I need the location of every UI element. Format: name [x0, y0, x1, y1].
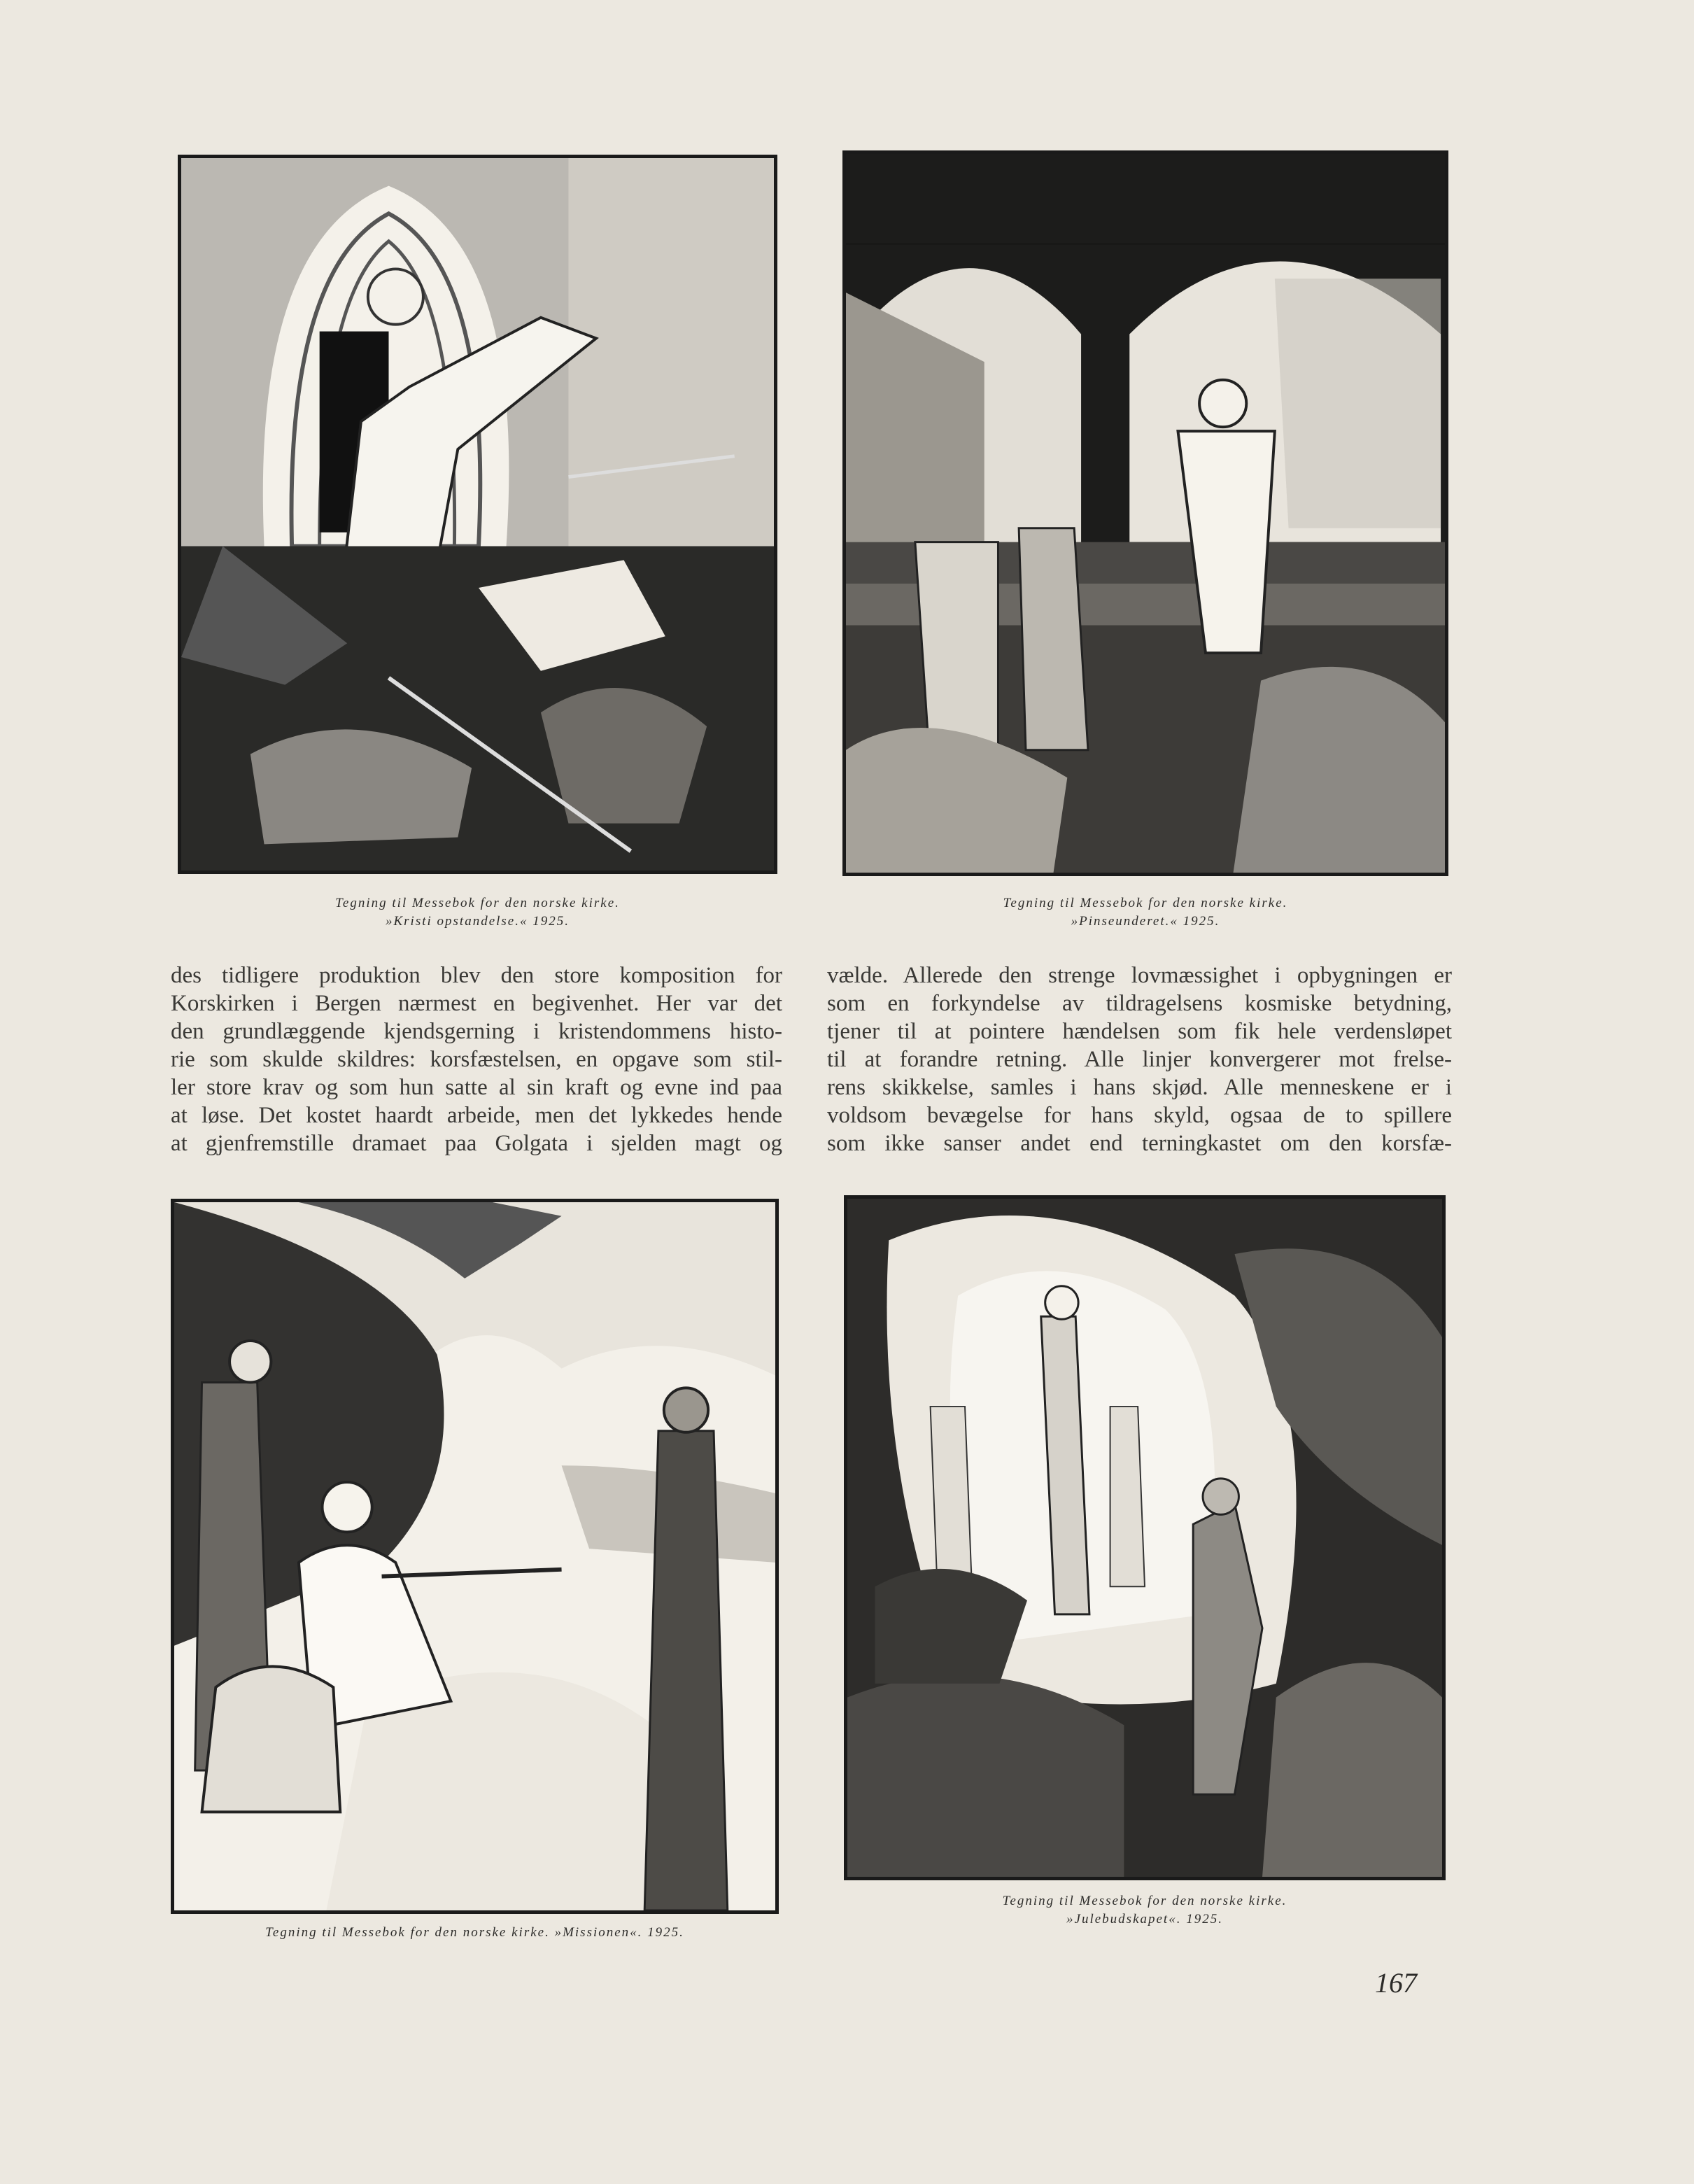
text-line: rie som skulde skildres: korsfæstelsen, en opgave som stil-: [171, 1047, 782, 1072]
text-line: vælde. Allerede den strenge lovmæssighet i opbygningen er: [827, 963, 1452, 988]
text-line: tjener til at pointere hændelsen som fik hele verdensløpet: [827, 1019, 1452, 1044]
caption-resurrection: [178, 894, 777, 931]
text-column-left: [171, 961, 782, 1157]
caption-line: »Pinseunderet.« 1925.: [1071, 914, 1220, 929]
text-line: voldsom bevægelse for hans skyld, ogsaa de to spillere: [827, 1103, 1452, 1128]
text-line: den grundlæggende kjendsgerning i kristendommens histo-: [171, 1019, 782, 1044]
caption-line: Tegning til Messebok for den norske kirke.: [1003, 896, 1288, 910]
caption-line: Tegning til Messebok for den norske kirke. »Missionen«. 1925.: [265, 1925, 684, 1940]
caption-line: »Julebudskapet«. 1925.: [1066, 1912, 1223, 1926]
caption-christmas-message: [844, 1892, 1446, 1929]
text-line: at løse. Det kostet haardt arbeide, men det lykkedes hende: [171, 1103, 782, 1128]
text-line: Korskirken i Bergen nærmest en begivenhet. Her var det: [171, 991, 782, 1016]
text-line: til at forandre retning. Alle linjer konvergerer mot frelse-: [827, 1047, 1452, 1072]
illustration-pentecost: [842, 150, 1448, 876]
text-line: des tidligere produktion blev den store komposition for: [171, 963, 782, 988]
caption-line: Tegning til Messebok for den norske kirke.: [1002, 1894, 1287, 1908]
caption-pentecost: [842, 894, 1448, 931]
illustration-mission: [171, 1199, 779, 1914]
text-column-right: [827, 961, 1452, 1157]
illustration-christmas-message: [844, 1195, 1446, 1880]
text-line: rens skikkelse, samles i hans skjød. Alle menneskene er i: [827, 1075, 1452, 1100]
caption-mission: [171, 1924, 779, 1942]
caption-line: Tegning til Messebok for den norske kirke.: [335, 896, 620, 910]
text-line: at gjenfremstille dramaet paa Golgata i sjelden magt og: [171, 1131, 782, 1156]
text-line: som en forkyndelse av tildragelsens kosmiske betydning,: [827, 991, 1452, 1016]
caption-line: »Kristi opstandelse.« 1925.: [385, 914, 570, 929]
text-line: som ikke sanser andet end terningkastet om den korsfæ-: [827, 1131, 1452, 1156]
text-line: ler store krav og som hun satte al sin kraft og evne ind paa: [171, 1075, 782, 1100]
illustration-resurrection: [178, 155, 777, 874]
page-number: 167: [1375, 1967, 1417, 1999]
